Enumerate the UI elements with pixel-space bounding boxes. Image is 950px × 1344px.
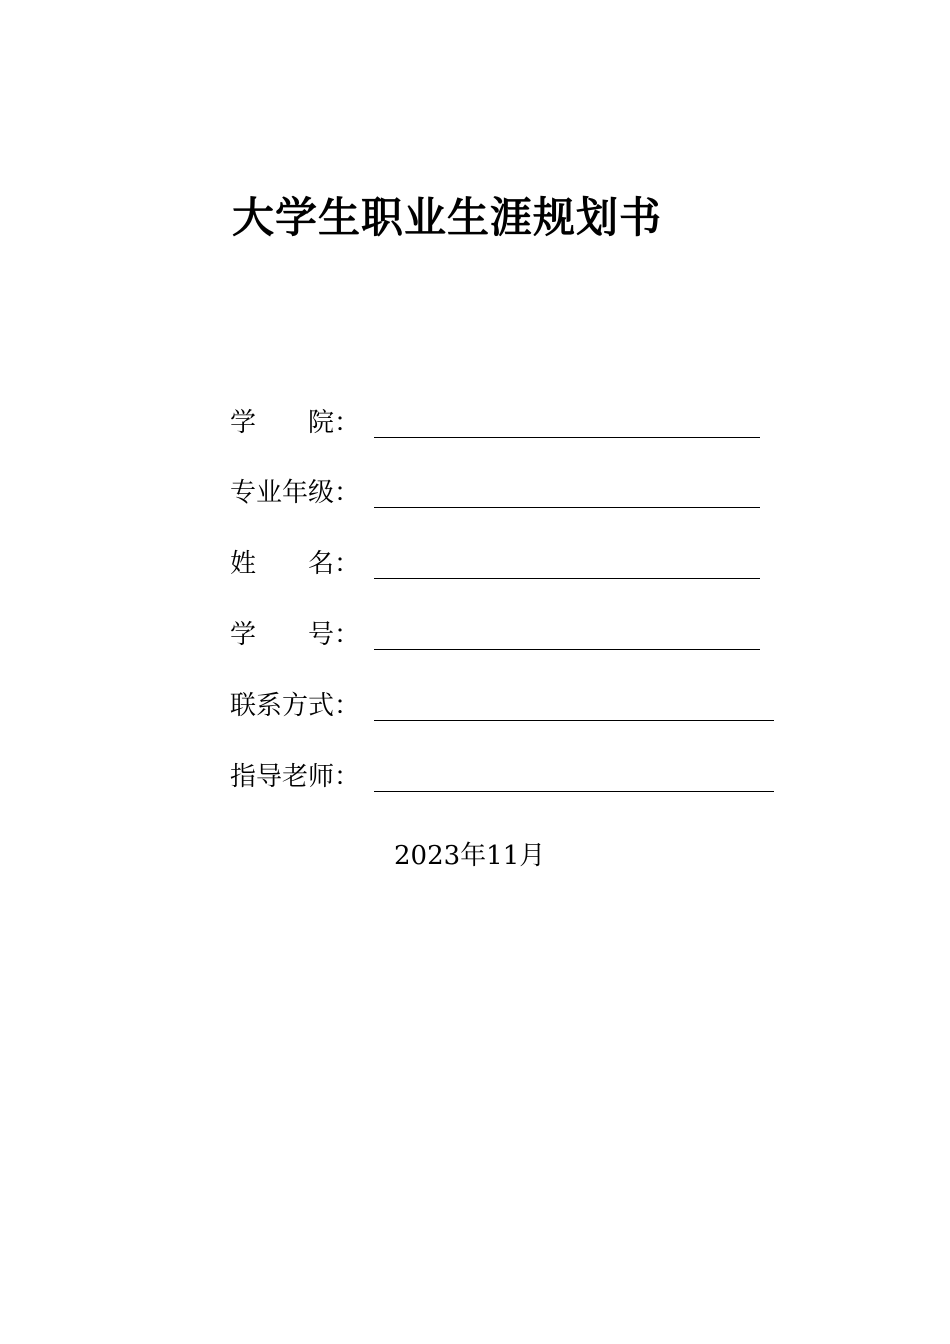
field-input-advisor[interactable] <box>374 791 774 792</box>
field-label-college: 学 院： <box>230 408 361 438</box>
field-name <box>230 541 760 581</box>
field-label-contact: 联系方式： <box>230 691 361 721</box>
field-input-student-id[interactable] <box>374 649 760 650</box>
field-label-name: 姓 名： <box>230 549 361 579</box>
field-college <box>230 400 760 440</box>
document-date: 2023年11月 <box>394 841 546 871</box>
field-label-student-id: 学 号： <box>230 620 361 650</box>
field-advisor <box>230 754 774 794</box>
field-label-advisor: 指导老师： <box>230 762 361 792</box>
document-title: 大学生职业生涯规划书 <box>232 193 663 242</box>
field-label-major-grade: 专业年级： <box>230 478 361 508</box>
field-contact <box>230 683 774 723</box>
field-major-grade <box>230 470 760 510</box>
field-input-contact[interactable] <box>374 720 774 721</box>
field-input-college[interactable] <box>374 437 760 438</box>
field-student-id <box>230 612 760 652</box>
field-input-major-grade[interactable] <box>374 507 760 508</box>
field-input-name[interactable] <box>374 578 760 579</box>
